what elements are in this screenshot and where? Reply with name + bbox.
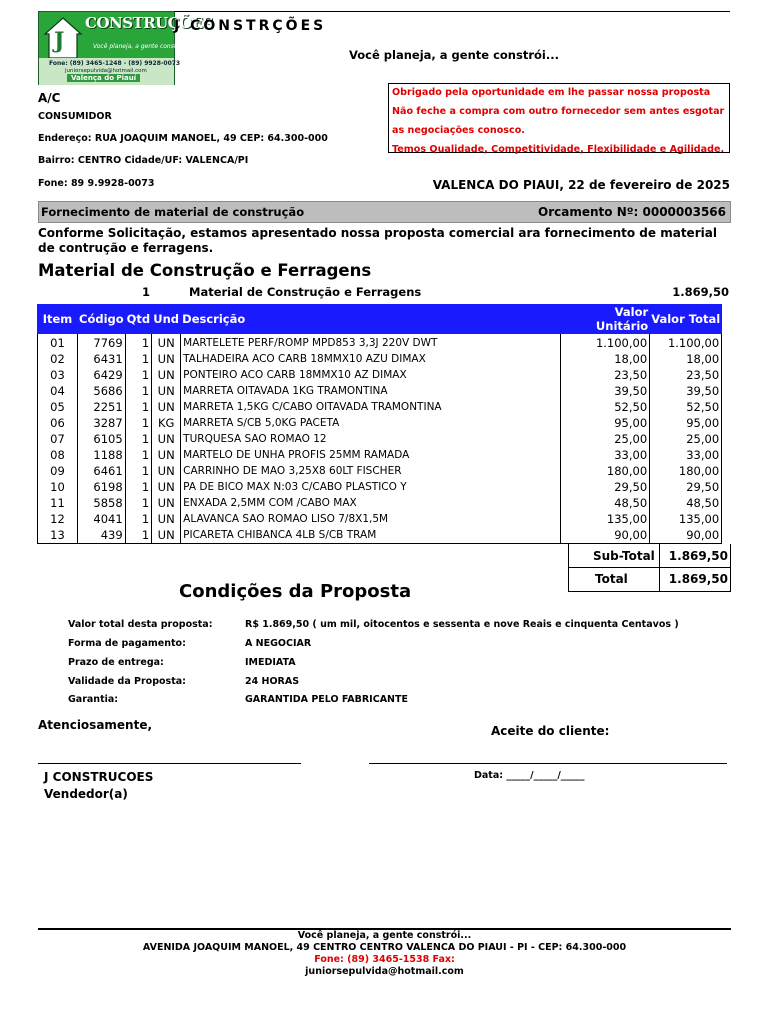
item-unit-value: 18,00: [561, 351, 650, 367]
notice-line: Não feche a compra com outro fornecedor sem antes esgotar: [392, 106, 725, 117]
item-unit-value: 52,50: [561, 399, 650, 415]
item-total-value: 48,50: [650, 495, 722, 511]
section-title: Material de Construção e Ferragens: [38, 261, 372, 280]
notice-box: [388, 83, 730, 153]
table-row: [38, 463, 722, 479]
notice-line: Temos Qualidade, Competitividade, Flexibilidade e Agilidade.: [392, 144, 725, 155]
table-row: [38, 415, 722, 431]
header-rule: [174, 11, 730, 12]
group-number: 1: [142, 285, 151, 299]
notice-line: as negociações conosco.: [392, 125, 525, 136]
item-description: MARTELO DE UNHA PROFIS 25MM RAMADA: [181, 447, 561, 463]
vendor-signature-line: [38, 763, 301, 764]
table-row: [38, 334, 722, 352]
item-qty: 1: [125, 495, 152, 511]
group-name: Material de Construção e Ferragens: [189, 285, 422, 299]
item-description: PICARETA CHIBANCA 4LB S/CB TRAM: [181, 527, 561, 544]
item-code: 2251: [78, 399, 126, 415]
item-unit-value: 180,00: [561, 463, 650, 479]
item-unit: UN: [152, 367, 181, 383]
subtotal-label: Sub-Total: [593, 549, 655, 563]
item-number: 10: [38, 479, 78, 495]
item-qty: 1: [125, 399, 152, 415]
item-total-value: 1.100,00: [650, 334, 722, 352]
item-description: PA DE BICO MAX N:03 C/CABO PLASTICO Y: [181, 479, 561, 495]
item-number: 03: [38, 367, 78, 383]
item-qty: 1: [125, 511, 152, 527]
item-qty: 1: [125, 463, 152, 479]
col-unit-value: Valor Unitário: [561, 305, 650, 334]
logo-brand: CONSTRUÇÕES: [85, 14, 214, 32]
table-header: [38, 305, 722, 334]
table-row: [38, 383, 722, 399]
item-number: 02: [38, 351, 78, 367]
item-total-value: 180,00: [650, 463, 722, 479]
item-total-value: 33,00: [650, 447, 722, 463]
item-number: 06: [38, 415, 78, 431]
company-logo: [38, 11, 214, 85]
totals-border: [568, 591, 731, 592]
item-unit: UN: [152, 463, 181, 479]
client-district: Bairro: CENTRO Cidade/UF: VALENCA/PI: [38, 155, 249, 166]
item-qty: 1: [125, 367, 152, 383]
item-qty: 1: [125, 527, 152, 544]
quote-bar: [38, 201, 731, 223]
item-code: 6461: [78, 463, 126, 479]
item-unit: UN: [152, 334, 181, 352]
item-number: 05: [38, 399, 78, 415]
item-total-value: 18,00: [650, 351, 722, 367]
item-unit: UN: [152, 511, 181, 527]
bar-left: Fornecimento de material de construção: [41, 205, 305, 219]
subtotal-value: 1.869,50: [668, 549, 728, 563]
table-row: [38, 447, 722, 463]
item-description: MARRETA S/CB 5,0KG PACETA: [181, 415, 561, 431]
item-number: 08: [38, 447, 78, 463]
logo-tagline: Você planeja, a gente constrói: [93, 43, 185, 50]
company-name: J CONSTRÇÕES: [174, 18, 327, 34]
item-code: 7769: [78, 334, 126, 352]
item-number: 11: [38, 495, 78, 511]
total-label: Total: [595, 572, 628, 586]
totals-border: [568, 544, 569, 592]
item-unit-value: 1.100,00: [561, 334, 650, 352]
item-code: 3287: [78, 415, 126, 431]
client-signature-line: [369, 763, 727, 764]
footer: [38, 930, 731, 978]
item-total-value: 135,00: [650, 511, 722, 527]
col-description: Descrição: [181, 305, 561, 334]
item-qty: 1: [125, 351, 152, 367]
item-code: 439: [78, 527, 126, 544]
footer-email: juniorsepulvida@hotmail.com: [305, 966, 464, 977]
item-code: 1188: [78, 447, 126, 463]
table-row: [38, 495, 722, 511]
item-unit: UN: [152, 527, 181, 544]
item-unit: UN: [152, 479, 181, 495]
item-unit-value: 25,00: [561, 431, 650, 447]
item-code: 6198: [78, 479, 126, 495]
item-code: 6429: [78, 367, 126, 383]
totals-border: [730, 544, 731, 592]
col-code: Código: [78, 305, 126, 334]
item-unit-value: 48,50: [561, 495, 650, 511]
item-unit: UN: [152, 447, 181, 463]
item-code: 4041: [78, 511, 126, 527]
client-date: Data: _____/_____/_____: [474, 770, 585, 781]
item-unit-value: 39,50: [561, 383, 650, 399]
condition-label: Validade da Proposta:: [68, 676, 186, 687]
item-number: 09: [38, 463, 78, 479]
item-qty: 1: [125, 447, 152, 463]
item-total-value: 23,50: [650, 367, 722, 383]
client-name: CONSUMIDOR: [38, 111, 112, 122]
totals-border: [568, 567, 731, 568]
regards: Atenciosamente,: [38, 718, 153, 732]
col-item: Item: [38, 305, 78, 334]
group-row: [38, 285, 731, 302]
date-line: VALENCA DO PIAUI, 22 de fevereiro de 2025: [432, 178, 730, 192]
item-qty: 1: [125, 383, 152, 399]
logo-email: juniorsepulvida@hotmail.com: [65, 68, 147, 74]
condition-value: 24 HORAS: [245, 676, 300, 687]
item-unit-value: 95,00: [561, 415, 650, 431]
table-row: [38, 399, 722, 415]
totals-border: [659, 544, 660, 592]
item-unit: KG: [152, 415, 181, 431]
item-total-value: 52,50: [650, 399, 722, 415]
item-description: MARRETA OITAVADA 1KG TRAMONTINA: [181, 383, 561, 399]
client-phone: Fone: 89 9.9928-0073: [38, 178, 155, 189]
item-description: TURQUESA SAO ROMAO 12: [181, 431, 561, 447]
footer-slogan: Você planeja, a gente constrói...: [297, 930, 472, 941]
table-row: [38, 511, 722, 527]
client-address: Endereço: RUA JOAQUIM MANOEL, 49 CEP: 64.300-000: [38, 133, 328, 144]
total-value: 1.869,50: [668, 572, 728, 586]
condition-label: Valor total desta proposta:: [68, 619, 213, 630]
item-total-value: 39,50: [650, 383, 722, 399]
notice-line: Obrigado pela oportunidade em lhe passar nossa proposta: [392, 87, 711, 98]
client-accept: Aceite do cliente:: [491, 724, 610, 738]
item-number: 12: [38, 511, 78, 527]
items-table: [37, 304, 722, 544]
logo-phone: Fone: (89) 3465-1248 - (89) 9928-0073: [49, 60, 181, 67]
item-description: ENXADA 2,5MM COM /CABO MAX: [181, 495, 561, 511]
item-code: 5686: [78, 383, 126, 399]
client-ac: A/C: [38, 91, 61, 105]
condition-label: Forma de pagamento:: [68, 638, 186, 649]
vendor-role: Vendedor(a): [44, 787, 128, 801]
col-unit: Und: [152, 305, 181, 334]
table-row: [38, 351, 722, 367]
item-number: 07: [38, 431, 78, 447]
item-unit-value: 23,50: [561, 367, 650, 383]
condition-value: GARANTIDA PELO FABRICANTE: [245, 694, 408, 705]
condition-label: Prazo de entrega:: [68, 657, 164, 668]
item-unit: UN: [152, 399, 181, 415]
footer-phone: Fone: (89) 3465-1538 Fax:: [314, 954, 455, 965]
table-row: [38, 431, 722, 447]
item-unit-value: 33,00: [561, 447, 650, 463]
item-number: 13: [38, 527, 78, 544]
condition-value: A NEGOCIAR: [245, 638, 312, 649]
item-description: TALHADEIRA ACO CARB 18MMX10 AZU DIMAX: [181, 351, 561, 367]
item-total-value: 95,00: [650, 415, 722, 431]
footer-address: AVENIDA JOAQUIM MANOEL, 49 CENTRO CENTRO VALENCA DO PIAUI - PI - CEP: 64.300-000: [142, 942, 627, 953]
item-number: 04: [38, 383, 78, 399]
condition-label: Garantia:: [68, 694, 119, 705]
intro-text: Conforme Solicitação, estamos apresentado nossa proposta comercial ara fornecimento de material de contrução e ferragens.: [38, 226, 717, 255]
item-description: PONTEIRO ACO CARB 18MMX10 AZ DIMAX: [181, 367, 561, 383]
item-unit: UN: [152, 351, 181, 367]
item-unit: UN: [152, 495, 181, 511]
group-total: 1.869,50: [672, 285, 729, 299]
item-total-value: 29,50: [650, 479, 722, 495]
item-unit-value: 135,00: [561, 511, 650, 527]
item-unit-value: 90,00: [561, 527, 650, 544]
item-description: MARTELETE PERF/ROMP MPD853 3,3J 220V DWT: [181, 334, 561, 352]
table-row: [38, 367, 722, 383]
item-unit: UN: [152, 383, 181, 399]
item-number: 01: [38, 334, 78, 352]
col-total-value: Valor Total: [650, 305, 722, 334]
col-qty: Qtd: [125, 305, 152, 334]
item-qty: 1: [125, 431, 152, 447]
item-total-value: 25,00: [650, 431, 722, 447]
item-total-value: 90,00: [650, 527, 722, 544]
item-qty: 1: [125, 334, 152, 352]
condition-value: IMEDIATA: [245, 657, 296, 668]
item-code: 5858: [78, 495, 126, 511]
item-unit: UN: [152, 431, 181, 447]
table-row: [38, 527, 722, 544]
table-row: [38, 479, 722, 495]
logo-city: Valença do Piauí: [67, 74, 140, 82]
item-qty: 1: [125, 415, 152, 431]
logo-letter: J: [54, 28, 65, 54]
item-description: ALAVANCA SAO ROMAO LISO 7/8X1,5M: [181, 511, 561, 527]
item-qty: 1: [125, 479, 152, 495]
item-code: 6105: [78, 431, 126, 447]
condition-value: R$ 1.869,50 ( um mil, oitocentos e sessenta e nove Reais e cinquenta Centavos ): [245, 619, 679, 630]
item-description: CARRINHO DE MAO 3,25X8 60LT FISCHER: [181, 463, 561, 479]
quote-number: Orcamento Nº: 0000003566: [538, 205, 726, 219]
item-code: 6431: [78, 351, 126, 367]
item-description: MARRETA 1,5KG C/CABO OITAVADA TRAMONTINA: [181, 399, 561, 415]
conditions-title: Condições da Proposta: [179, 581, 412, 602]
item-unit-value: 29,50: [561, 479, 650, 495]
vendor-company: J CONSTRUCOES: [44, 770, 154, 784]
header-slogan: Você planeja, a gente constrói...: [349, 48, 559, 62]
